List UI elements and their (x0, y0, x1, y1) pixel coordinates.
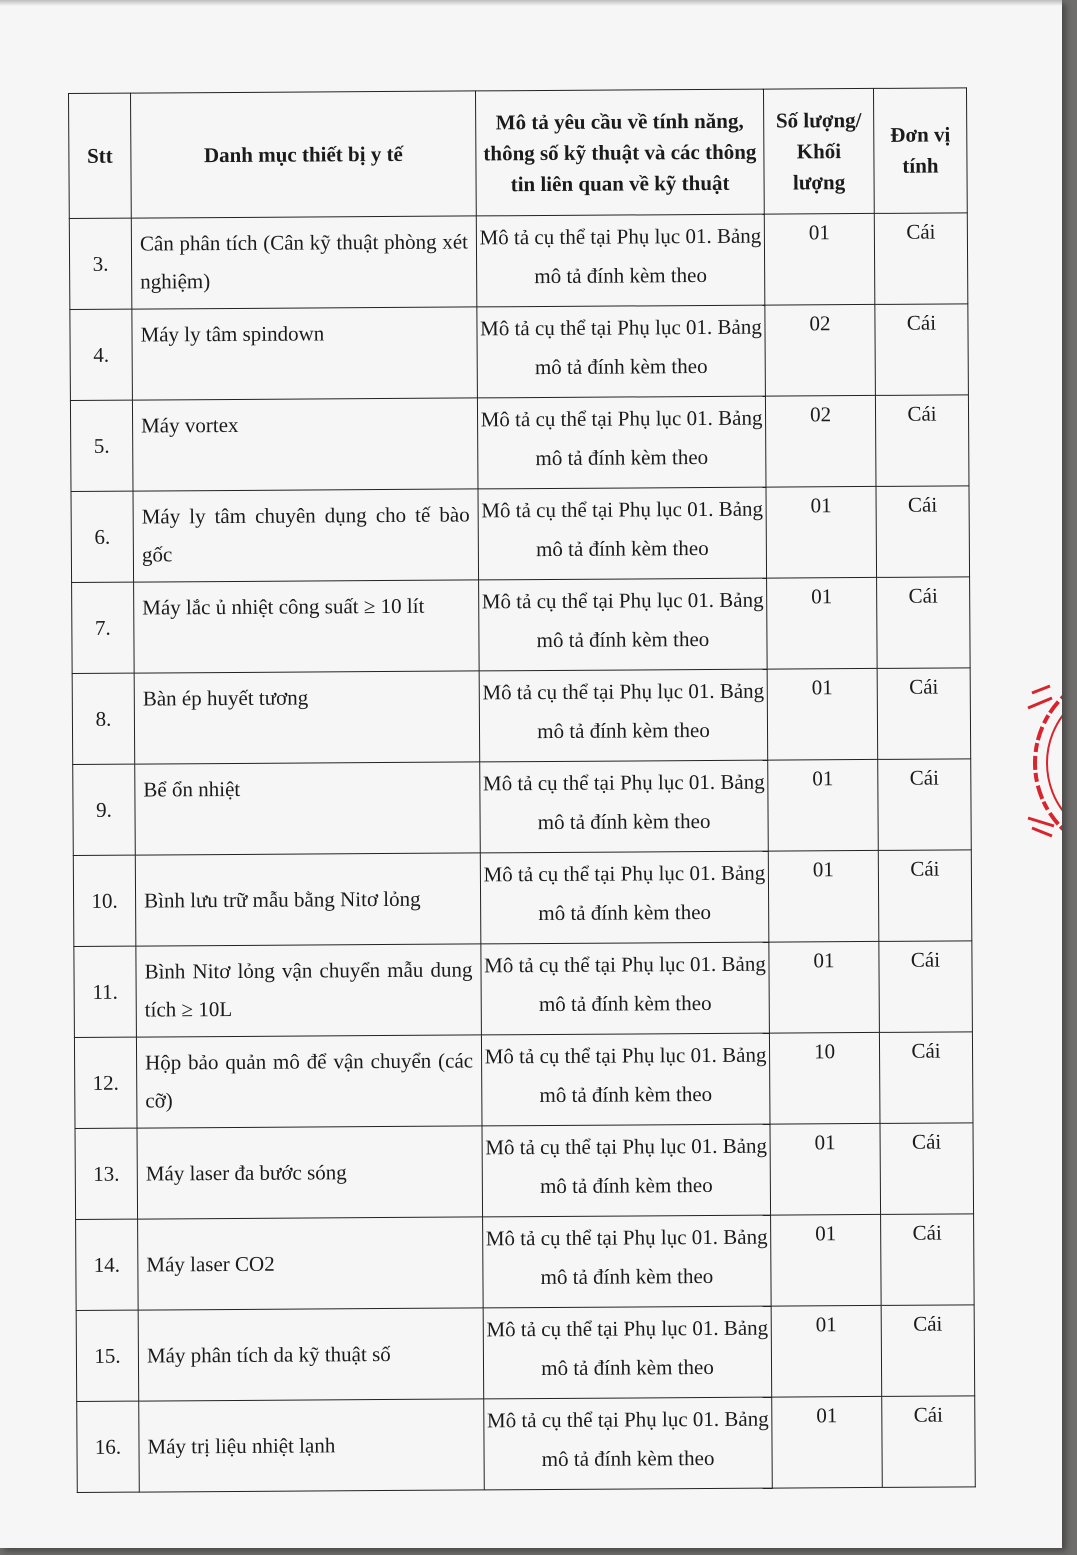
page-edge-shadow (0, 0, 1062, 6)
row-equipment-name: Máy ly tâm spindown (132, 307, 478, 400)
row-equipment-name: Máy laser CO2 (138, 1217, 484, 1310)
row-stt: 3. (69, 218, 132, 309)
table-row (69, 213, 968, 310)
row-unit: Cái (881, 1305, 975, 1397)
row-unit: Cái (882, 1396, 976, 1488)
row-description: Mô tả cụ thể tại Phụ lục 01. Bảng mô tả đính kèm theo (484, 1397, 773, 1490)
table-row (72, 577, 971, 674)
row-stt: 13. (75, 1128, 138, 1219)
row-unit: Cái (881, 1214, 975, 1306)
row-equipment-name: Bình Nitơ lỏng vận chuyển mẫu dung tích ≥ 10L (136, 944, 482, 1037)
row-unit: Cái (880, 1123, 974, 1215)
row-stt: 10. (73, 855, 136, 946)
row-equipment-name: Bình lưu trữ mẫu bằng Nitơ lỏng (135, 853, 481, 946)
row-description: Mô tả cụ thể tại Phụ lục 01. Bảng mô tả đính kèm theo (477, 305, 766, 398)
row-quantity: 01 (768, 850, 879, 942)
header-equipment-name: Danh mục thiết bị y tế (131, 91, 477, 218)
row-description: Mô tả cụ thể tại Phụ lục 01. Bảng mô tả đính kèm theo (477, 396, 766, 489)
row-equipment-name: Hộp bảo quản mô để vận chuyển (các cỡ) (136, 1035, 482, 1128)
header-quantity: Số lượng/ Khối lượng (763, 88, 874, 214)
equipment-table (68, 87, 976, 1493)
row-quantity: 01 (764, 213, 875, 305)
red-seal-stamp (992, 668, 1062, 858)
row-unit: Cái (876, 486, 970, 578)
row-stt: 7. (72, 582, 135, 673)
row-stt: 6. (71, 491, 134, 582)
row-stt: 12. (74, 1037, 137, 1128)
row-quantity: 01 (769, 941, 880, 1033)
row-description: Mô tả cụ thể tại Phụ lục 01. Bảng mô tả đính kèm theo (479, 578, 768, 671)
row-quantity: 02 (765, 395, 876, 487)
row-stt: 11. (74, 946, 137, 1037)
table-row (75, 1123, 974, 1220)
table-body (69, 213, 975, 1493)
header-row (69, 88, 968, 219)
row-description: Mô tả cụ thể tại Phụ lục 01. Bảng mô tả đính kèm theo (481, 942, 770, 1035)
row-stt: 15. (76, 1310, 139, 1401)
header-stt: Stt (69, 93, 132, 218)
row-unit: Cái (878, 850, 972, 942)
row-equipment-name: Máy vortex (132, 398, 478, 491)
table-row (71, 486, 970, 583)
row-quantity: 01 (770, 1123, 881, 1215)
row-unit: Cái (878, 759, 972, 851)
row-description: Mô tả cụ thể tại Phụ lục 01. Bảng mô tả đính kèm theo (476, 214, 765, 307)
row-quantity: 10 (769, 1032, 880, 1124)
row-quantity: 01 (767, 668, 878, 760)
row-unit: Cái (874, 213, 968, 305)
table-row (74, 941, 973, 1038)
seal-stamp-graphic (992, 668, 1062, 858)
row-quantity: 01 (766, 486, 877, 578)
row-description: Mô tả cụ thể tại Phụ lục 01. Bảng mô tả đính kèm theo (482, 1124, 771, 1217)
row-equipment-name: Cân phân tích (Cân kỹ thuật phòng xét nghiệm) (131, 216, 477, 309)
row-stt: 16. (77, 1401, 140, 1492)
row-quantity: 01 (767, 577, 878, 669)
table-row (73, 759, 972, 856)
row-description: Mô tả cụ thể tại Phụ lục 01. Bảng mô tả đính kèm theo (480, 851, 769, 944)
table-row (74, 1032, 973, 1129)
row-unit: Cái (879, 1032, 973, 1124)
header-description: Mô tả yêu cầu về tính năng, thông số kỹ thuật và các thông tin liên quan về kỹ thuật (475, 89, 764, 216)
table-row (73, 850, 972, 947)
row-quantity: 01 (771, 1305, 882, 1397)
table-row (70, 395, 969, 492)
table-row (76, 1214, 975, 1311)
header-unit: Đơn vị tính (873, 88, 967, 214)
row-equipment-name: Máy ly tâm chuyên dụng cho tế bào gốc (133, 489, 479, 582)
row-unit: Cái (877, 668, 971, 760)
row-unit: Cái (879, 941, 973, 1033)
row-equipment-name: Bàn ép huyết tương (134, 671, 480, 764)
row-equipment-name: Máy phân tích da kỹ thuật số (138, 1308, 484, 1401)
table-row (72, 668, 971, 765)
row-stt: 5. (70, 400, 133, 491)
row-equipment-name: Bể ổn nhiệt (135, 762, 481, 855)
row-description: Mô tả cụ thể tại Phụ lục 01. Bảng mô tả đính kèm theo (483, 1215, 772, 1308)
row-quantity: 02 (765, 304, 876, 396)
row-unit: Cái (877, 577, 971, 669)
row-stt: 14. (76, 1219, 139, 1310)
row-quantity: 01 (772, 1396, 883, 1488)
row-quantity: 01 (771, 1214, 882, 1306)
table-row (70, 304, 969, 401)
row-equipment-name: Máy trị liệu nhiệt lạnh (139, 1399, 485, 1492)
row-stt: 9. (73, 764, 136, 855)
table-row (76, 1305, 975, 1402)
row-equipment-name: Máy lắc ủ nhiệt công suất ≥ 10 lít (134, 580, 480, 673)
row-stt: 8. (72, 673, 135, 764)
row-quantity: 01 (768, 759, 879, 851)
row-unit: Cái (875, 395, 969, 487)
row-equipment-name: Máy laser đa bước sóng (137, 1126, 483, 1219)
row-description: Mô tả cụ thể tại Phụ lục 01. Bảng mô tả đính kèm theo (479, 669, 768, 762)
row-description: Mô tả cụ thể tại Phụ lục 01. Bảng mô tả đính kèm theo (483, 1306, 772, 1399)
row-unit: Cái (875, 304, 969, 396)
row-description: Mô tả cụ thể tại Phụ lục 01. Bảng mô tả đính kèm theo (480, 760, 769, 853)
row-description: Mô tả cụ thể tại Phụ lục 01. Bảng mô tả đính kèm theo (478, 487, 767, 580)
row-stt: 4. (70, 309, 133, 400)
row-description: Mô tả cụ thể tại Phụ lục 01. Bảng mô tả đính kèm theo (481, 1033, 770, 1126)
table-header (69, 88, 968, 219)
table-row (77, 1396, 976, 1493)
